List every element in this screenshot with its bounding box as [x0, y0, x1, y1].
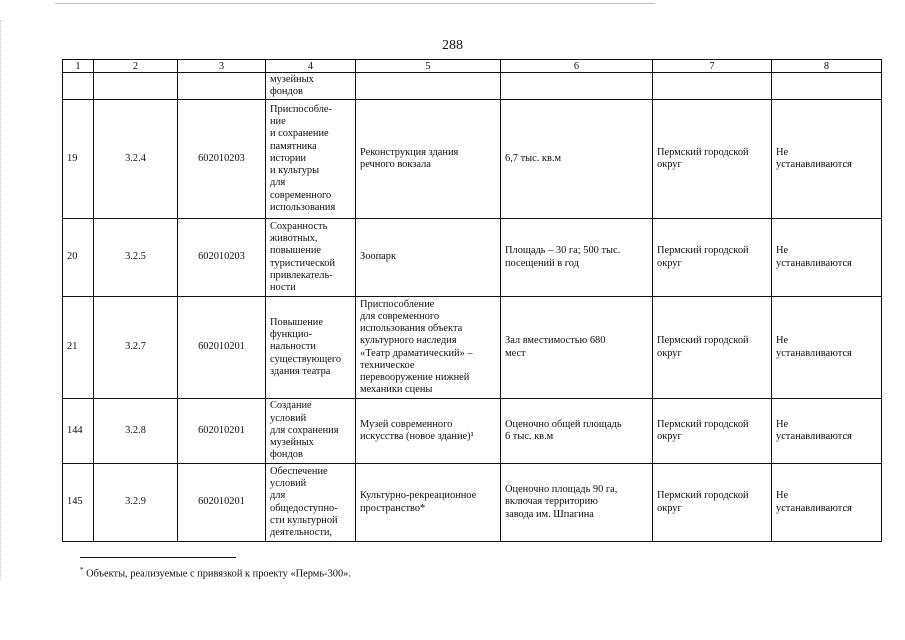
kbk-cell: 602010203 — [178, 100, 266, 219]
table-cell — [501, 73, 653, 100]
table-cell — [94, 73, 178, 100]
kbk-cell: 602010201 — [178, 399, 266, 464]
footnote-mark: * — [80, 566, 84, 574]
header-row — [63, 60, 882, 73]
table-cell — [772, 73, 882, 100]
table-row — [63, 100, 882, 219]
capacity-cell: Площадь – 30 га; 500 тыс. посещений в год — [501, 219, 653, 297]
header-col-7: 7 — [653, 60, 772, 73]
capacity-cell: Зал вместимостью 680 мест — [501, 297, 653, 399]
goal-cell: Сохранность животных, повышение туристической привлекатель- ности — [266, 219, 356, 297]
row-number-cell: 19 — [63, 100, 94, 219]
object-cell: Зоопарк — [356, 219, 501, 297]
term-cell: Не устанавливаются — [772, 399, 882, 464]
kbk-cell: 602010201 — [178, 297, 266, 399]
location-cell: Пермский городской округ — [653, 399, 772, 464]
scan-edge-line — [55, 3, 655, 4]
table-cell — [653, 73, 772, 100]
goal-cell: Обеспечение условий для общедоступно- сти культурной деятельности, — [266, 464, 356, 542]
table-cell — [356, 73, 501, 100]
location-cell: Пермский городской округ — [653, 297, 772, 399]
header-col-8: 8 — [772, 60, 882, 73]
header-col-3: 3 — [178, 60, 266, 73]
goal-cell: Создание условий для сохранения музейных фондов — [266, 399, 356, 464]
footnote-text: Объекты, реализуемые с привязкой к проекту «Пермь-300». — [83, 568, 351, 580]
objects-table — [62, 59, 882, 542]
table-row — [63, 219, 882, 297]
location-cell: Пермский городской округ — [653, 219, 772, 297]
term-cell: Не устанавливаются — [772, 100, 882, 219]
table-row — [63, 399, 882, 464]
row-number-cell: 21 — [63, 297, 94, 399]
goal-cell: музейных фондов — [266, 73, 356, 100]
code-cell: 3.2.7 — [94, 297, 178, 399]
code-cell: 3.2.4 — [94, 100, 178, 219]
header-col-6: 6 — [501, 60, 653, 73]
object-cell: Реконструкция здания речного вокзала — [356, 100, 501, 219]
header-col-4: 4 — [266, 60, 356, 73]
term-cell: Не устанавливаются — [772, 464, 882, 542]
page-number: 288 — [442, 38, 463, 53]
header-col-1: 1 — [63, 60, 94, 73]
goal-cell: Повышение функцио- нальности существующего здания театра — [266, 297, 356, 399]
kbk-cell: 602010203 — [178, 219, 266, 297]
footnote — [80, 566, 351, 579]
table-cell — [178, 73, 266, 100]
header-col-2: 2 — [94, 60, 178, 73]
goal-cell: Приспособле- ние и сохранение памятника истории и культуры для современного использования — [266, 100, 356, 219]
row-number-cell: 144 — [63, 399, 94, 464]
footnote-separator — [80, 557, 236, 558]
header-col-5: 5 — [356, 60, 501, 73]
continuation-row — [63, 73, 882, 100]
scan-edge-mark — [0, 20, 4, 580]
row-number-cell: 20 — [63, 219, 94, 297]
code-cell: 3.2.8 — [94, 399, 178, 464]
row-number-cell: 145 — [63, 464, 94, 542]
object-cell: Музей современного искусства (новое здание)¹ — [356, 399, 501, 464]
table-row — [63, 464, 882, 542]
location-cell: Пермский городской округ — [653, 100, 772, 219]
code-cell: 3.2.5 — [94, 219, 178, 297]
capacity-cell: Оценочно площадь 90 га, включая территорию завода им. Шпагина — [501, 464, 653, 542]
term-cell: Не устанавливаются — [772, 297, 882, 399]
code-cell: 3.2.9 — [94, 464, 178, 542]
location-cell: Пермский городской округ — [653, 464, 772, 542]
table-row — [63, 297, 882, 399]
kbk-cell: 602010201 — [178, 464, 266, 542]
term-cell: Не устанавливаются — [772, 219, 882, 297]
object-cell: Культурно-рекреационное пространство* — [356, 464, 501, 542]
object-cell: Приспособление для современного использования объекта культурного наследия «Театр драматический» – техническое перевооружение нижней механики сцены — [356, 297, 501, 399]
table-cell — [63, 73, 94, 100]
capacity-cell: Оценочно общей площадь 6 тыс. кв.м — [501, 399, 653, 464]
capacity-cell: 6,7 тыс. кв.м — [501, 100, 653, 219]
